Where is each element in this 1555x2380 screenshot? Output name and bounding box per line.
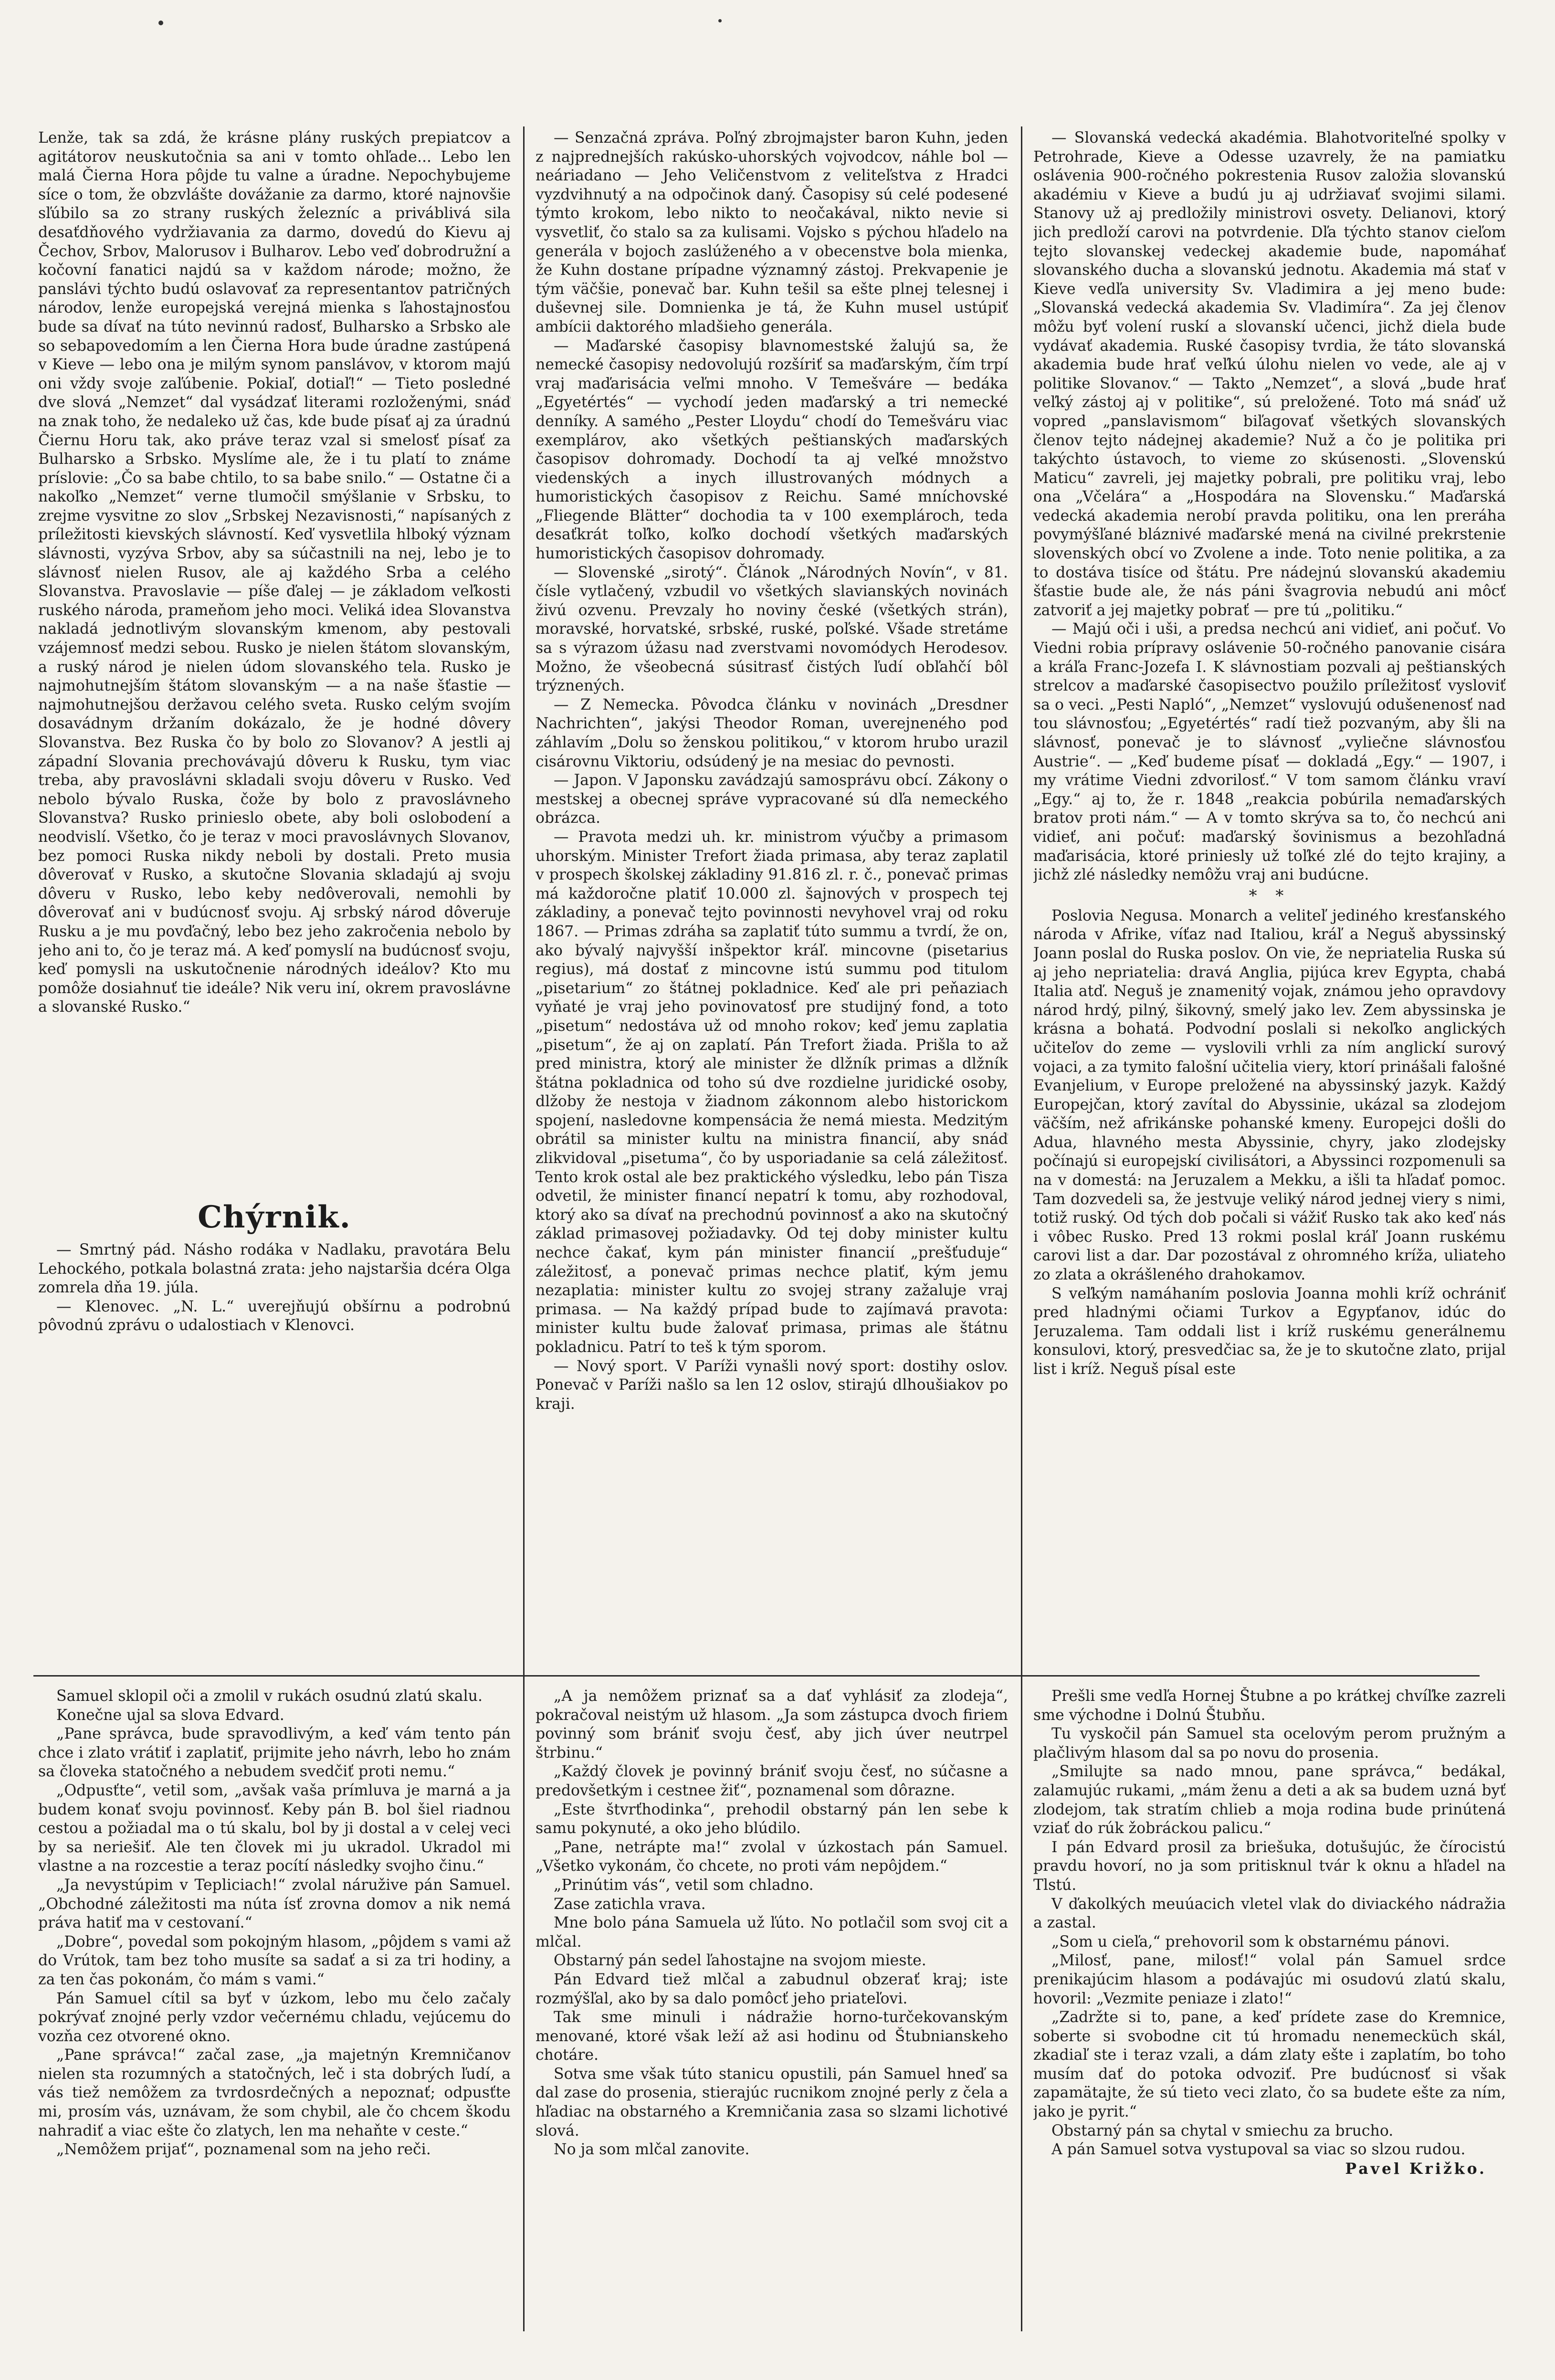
story-column-left xyxy=(38,1687,511,2327)
news-item: — Japon. V Japonsku zavádzajú samosprávu obcí. Zákony o mestskej a obecnej správe vypracované sú dľa nemeckého obrázca. xyxy=(536,772,1008,827)
section-divider-stars: * * xyxy=(1249,886,1291,905)
news-item: — Maďarské časopisy blavnomestské žalujú sa, že nemecké časopisy nedovolujú rozšíriť sa maďarským, čím trpí vraj maďarisácia veľmi mnoho. V Temešváre — bedáka „Egyetértés“ — vychodí jeden maďarský a tri nemecké denníky. A samého „Pester Lloydu“ chodí do Temešváru viac exemplárov, ako všetkých peštianských maďarských časopisov dohromady. Dochodí ta aj veľké množstvo viedenských a inych illustrovaných módnych a humoristických časopisov z Reichu. Samé mníchovské „Fliegende Blätter“ dochodia ta v 100 exemplároch, teda desaťkrát toľko, koľko dochodí všetkých maďarských humoristických časopisov dohromady. xyxy=(536,337,1008,563)
story-paragraph: „Dobre“, povedal som pokojným hlasom, „pôjdem s vami až do Vrútok, tam bez toho musíte sa sadať a si za tri hodiny, a za ten čas pokonám, čo mám s vami.“ xyxy=(38,1933,511,1988)
column-rule xyxy=(1021,126,1022,1701)
story-paragraph: „Každý človek je povinný brániť svoju česť, no súčasne a predovšetkým i cestnee žiť“, poznamenal som dôrazne. xyxy=(536,1763,1008,1799)
story-paragraph: A pán Samuel sotva vystupoval sa viac so slzou rudou. xyxy=(1051,2141,1466,2159)
story-paragraph: No ja som mlčal zanovite. xyxy=(554,2141,750,2159)
section-heading-chyrnik: Chýrnik. xyxy=(198,1199,351,1235)
story-paragraph: „Pane správca, bude spravodlivým, a keď vám tento pán chce i zlato vrátiť i zaplatiť, prijmite jeho návrh, lebo ho znám sa človeka statočného a nebudem svedčiť proti nemu.“ xyxy=(38,1725,511,1781)
story-paragraph: „Prinútim vás“, vetil som chladno. xyxy=(554,1876,814,1894)
story-paragraph: V ďakolkých meuúacich vletel vlak do diviackého nádražia a zastal. xyxy=(1033,1895,1506,1932)
article-poslovia: S veľkým namáhaním poslovia Joanna mohli kríž ochrániť pred hladnými očiami Turkov a Egypťanov, idúc do Jeruzalema. Tam oddali list i kríž ruskému generálnemu konsulovi, ktorý, presvedčiac sa, že je to skutočne zlato, prijal list i kríž. Neguš písal este xyxy=(1033,1285,1506,1378)
column-right xyxy=(1033,129,1506,1666)
news-item: — Nový sport. V Paríži vynašli nový sport: dostihy oslov. Ponevač v Paríži našlo sa len 12 oslov, stirajú dlhoušiakov po kraji. xyxy=(536,1357,1008,1413)
author-signature: Pavel Križko. xyxy=(1345,2160,1487,2178)
story-paragraph: „Zadržte si to, pane, a keď prídete zase do Kremnice, soberte si svobodne cit tú hromadu nenemecküch skál, zkadiaľ ste i teraz vzali, a dám zlaty ešte i zaplatím, bo toho musím dať do potoka odvoziť. Pre budúcnosť si však zapamätajte, že sú tieto veci zlato, čo sa budete ešte za ním, jako je pyrit.“ xyxy=(1033,2009,1506,2121)
story-paragraph: Mne bolo pána Samuela už ľúto. No potlačil som svoj cit a mlčal. xyxy=(536,1914,1008,1950)
news-item: — Smrtný pád. Násho rodáka v Nadlaku, pravotára Belu Lehockého, potkala bolastná zrata: jeho najstaršia dcéra Olga zomrela dňa 19. júla. xyxy=(38,1241,511,1297)
column-rule xyxy=(523,1682,525,2331)
story-column-right xyxy=(1033,1687,1506,2327)
story-paragraph: „Pane správca!“ začal zase, „ja majetnýn Kremničanov nielen sta rozumných a statočných, leč i sta dobrých ľudí, a vás tiež nemôžem za tvrdosrdečných a nepoznať; odpusťte mi, prosím vás, uznávam, že som chybil, ale čo chcem škodu nahradiť a viac ešte čo zlatych, len ma nehaňte v ceste.“ xyxy=(38,2046,511,2139)
news-item: — Majú oči i uši, a predsa nechcú ani vidieť, ani počuť. Vo Viedni robia prípravy oslávenie 50-ročného panovanie cisára a kráľa Franc-Jozefa I. K slávnostiam pozvali aj peštianských strelcov a maďarské časopisectvo použilo príležitosť vysloviť sa o veci. „Pesti Napló“, „Nemzet“ vyslovujú odušenenosť nad tou slávnosťou; „Egyetértés“ radí tiež pozvaným, aby šli na slávnosť, ponevač je to slávnosť „vyliečne slávnosťou Austrie“. — „Keď budeme písať — dokladá „Egy.“ — 1907, i my vrátime Viedni zdvorilosť.“ V tom samom článku vraví „Egy.“ aj to, že r. 1848 „reakcia pobúrila nemaďarských bratov proti nám.“ — A v tomto skrýva sa to, čo nechcú ani vidieť, ani počuť: maďarský šovinismus a bezohľadná maďarisácia, ktoré priniesly už toľké zlé do tejto krajiny, a jichž zlé následky nemôžu vraj ani budúcne. xyxy=(1033,620,1506,884)
story-paragraph: Pán Edvard tiež mlčal a zabudnul obzerať kraj; iste rozmýšľal, ako by sa dalo pomôcť jeho priateľovi. xyxy=(536,1971,1008,2007)
section-rule xyxy=(33,1675,1480,1677)
story-paragraph: Zase zatichla vrava. xyxy=(554,1895,706,1913)
story-paragraph: Obstarný pán sa chytal v smiechu za brucho. xyxy=(1051,2122,1394,2139)
story-paragraph: „A ja nemôžem priznať sa a dať vyhlásiť za zlodeja“, pokračoval neistým už hlasom. „Ja som zástupca dvoch firiem povinný som brániť svoju česť, aby jich úver neutrpel štrbinu.“ xyxy=(536,1688,1008,1761)
story-paragraph: Tu vyskočil pán Samuel sta ocelovým perom pružným a plačlivým hlasom dal sa po novu do prosenia. xyxy=(1033,1725,1506,1761)
story-paragraph: Sotva sme však túto stanicu opustili, pán Samuel hneď sa dal zase do prosenia, stierajúc rucnikom znojné perly z čela a hľadiac na obstarného a Kremničania zasa so slzami lichotivé slová. xyxy=(536,2065,1008,2139)
news-item: — Senzačná zpráva. Poľný zbrojmajster baron Kuhn, jeden z najprednejších rakúsko-uhorských vojvodcov, náhle bol — neáriadano — Jeho Veličenstvom z veliteľstva z Hradci vyzdvihnutý a na odpočinok daný. Časopisy sú celé podesené týmto krokom, lebo nikto to neočakával, nikto nevie si vysvetliť, čo stalo sa za kulisami. Vojsko s pýchou hľadelo na generála v bojoch zaslúženého a v obecenstve bola mienka, že Kuhn dostane prípadne významný zástoj. Prekvapenie je tým väčšie, ponevač bar. Kuhn tešil sa ešte plnej telesnej i duševnej sile. Domnienka je tá, že Kuhn musel ustúpiť ambícii daktorého mladšieho generála. xyxy=(536,129,1008,336)
story-paragraph: Pán Samuel cítil sa byť v úzkom, lebo mu čelo začaly pokrývať znojné perly vzdor večernému chladu, vejúcemu do vozňa cez otvorené okno. xyxy=(38,1990,511,2045)
story-paragraph: „Som u cieľa,“ prehovoril som k obstarnému pánovi. xyxy=(1051,1933,1450,1950)
news-item: — Z Nemecka. Pôvodca článku v novinách „Dresdner Nachrichten“, jakýsi Theodor Roman, uverejneného pod záhlavím „Dolu so ženskou politikou,“ v ktorom hrubo urazil cisárovnu Viktoriu, odsúdený je na mesiac do pevnosti. xyxy=(536,696,1008,770)
column-rule xyxy=(1021,1682,1022,2331)
story-paragraph: Prešli sme vedľa Hornej Štubne a po krátkej chvíľke zazreli sme východne i Dolnú Štubňu. xyxy=(1033,1688,1506,1724)
story-paragraph: „Este štvrťhodinka“, prehodil obstarný pán len sebe k samu pokynuté, a oko jeho blúdilo. xyxy=(536,1801,1008,1837)
news-item: — Slovanská vedecká akadémia. Blahotvoriteľné spolky v Petrohrade, Kieve a Odesse uzavrely, že na pamiatku oslávenia 900-ročného pokrestenia Rusov založia slovanskú akadémiu v Kieve a budú ju aj udržiavať svojimi silami. Stanovy už aj predložily ministrovi osvety. Delianovi, ktorý jich predloží carovi na potvrdenie. Dľa týchto stanov cieľom tejto slovanskej vedeckej akademie bude, napomáhať slovanského ducha a slovanskú jednotu. Akademia má stať v Kieve vedľa university Sv. Vladimira a jej meno bude: „Slovanská vedecká akademia Sv. Vladimíra“. Za jej členov môžu byť volení ruskí a slovanskí učenci, jichž diela bude vydávať akademia. Ruské časopisy tvrdia, že táto slovanská akademia bude hrať veľkú úlohu nielen vo vede, ale aj v politike Slovanov.“ — Takto „Nemzet“, a slová „bude hrať veľký zástoj aj v politike“, sú preložené. Toto má snáď už vopred „panslavismom“ biľagovať všetkých slovanských členov tejto nádejnej akademie? Nuž a čo je politika pri takýchto ústavoch, to vieme zo skúsenosti. „Slovenskú Maticu“ zavreli, jej majetky pobrali, pre politiku vraj, lebo ona „Včelára“ a „Hospodára na Slovensku.“ Maďarská vedecká akademia nerobí pravda politiku, ona len preráha povymýšľané bláznivé maďarské mená na civilné prekrstenie slovenských obcí vo Zvolene a inde. Toto nenie politika, a za to dostáva tisíce od štátu. Pre nádejnú slovanskú akademiu šťastie bude ale, že nás páni švagrovia nebudú ani môcť zatvoriť a jej majetky pobrať — pre tú „politiku.“ xyxy=(1033,129,1506,619)
story-paragraph: Samuel sklopil oči a zmolil v rukách osudnú zlatú skalu. xyxy=(56,1688,483,1705)
news-item: — Klenovec. „N. L.“ uverejňujú obšírnu a podrobnú pôvodnú zprávu o udalostiach v Klenovci. xyxy=(38,1298,511,1334)
story-paragraph: „Smilujte sa nado mnou, pane správca,“ bedákal, zalamujúc rukami, „mám ženu a deti a ak sa budem uzná byť zlodejom, tak stratím chlieb a moja rodina bude prinútená vziať do rúk žobráckou palicu.“ xyxy=(1033,1763,1506,1837)
story-paragraph: Tak sme minuli i nádražie horno-turčekovanským menované, ktoré však leží až asi hodinu od Štubnianskeho chotáre. xyxy=(536,2009,1008,2064)
story-paragraph: Konečne ujal sa slova Edvard. xyxy=(56,1706,284,1724)
scan-mark xyxy=(158,21,163,25)
article-text: Lenže, tak sa zdá, že krásne plány ruských prepiatcov a agitátorov neuskutočnia sa ani v tomto ohľade... Lebo len malá Čierna Hora pôjde tu valne a úradne. Nepochybujeme síce o tom, že obzvlášte dovážanie za darmo, ktoré najnovšie sľúbilo sa zo strany ruských železníc a priváblivá sila desaťdňového vydržiavania za darmo, dovedú do Kievu aj Čechov, Srbov, Malorusov i Bulharov. Lebo veď dobrodružní a kočovní fanatici najdú sa v každom národe; možno, že panslávi týchto budú oslavovať za representantov patričných národov, lenže europejská verejná mienka s ľahostajnosťou bude sa dívať na túto nevinnú radosť, Bulharsko a Srbsko ale so sebapovedomím a len Čierna Hora bude úradne zastúpená v Kieve — lebo ona je milým synom panslávov, v ktorom majú oni vždy svoje zaľúbenie. Pokiaľ, dotiaľ!“ — Tieto posledné dve slová „Nemzet“ dal vysádzať literami rozloženými, snáď na znak toho, že nedaleko už čas, kde bude písať aj za úradnú Čiernu Horu tak, ako práve teraz vzal si smelosť písať za Bulharsko a Srbsko. Myslíme ale, že i tu platí to známe príslovie: „Čo sa babe chtilo, to sa babe snilo.“ — Ostatne či a nakoľko „Nemzet“ verne tlumočil smýšlanie v Srbsku, to zrejme vysvitne zo slov „Srbskej Nezavisnosti,“ napísaných z príležitosti kievských slávností. Keď vysvetlila hlboký význam slávnosti, vyzýva Srbov, aby sa súčastnili na nej, lebo je to slávnosť nielen Rusov, ale aj každého Srba a celého Slovanstva. Pravoslavie — píše ďalej — je základom veľkosti ruského národa, prameňom jeho moci. Veliká idea Slovanstva nakladá jednotlivým slovanským kmenom, aby pestovali vzájemnosť medzi sebou. Rusko je nielen štátom slovanským, a ruský národ je nielen údom slovanského tela. Rusko je najmohutnejším štátom slovanským — a na naše šťastie — najmohutnejšou deržavou celého sveta. Rusko celým svojím dosavádnym držaním dokázalo, že je hodné dôvery Slovanstva. Bez Ruska čo by bolo zo Slovanov? A jestli aj západní Slovania prechovávajú dôveru k Rusku, tym viac treba, aby pravoslávni skladali svoju dôveru v Rusko. Veď nebolo bývalo Ruska, čože by bolo z pravoslávneho Slovanstva? Rusko prinieslo obete, aby boli oslobodení a neodvislí. Všetko, čo je teraz v moci pravoslávnych Slovanov, bez pomoci Ruska nikdy neboli by dostali. Preto musia dôverovať v Rusko, a skutočne Slovania skladajú aj svoju dôveru v Rusko, lebo keby nedôverovali, nemohli by dôverovať ani v budúcnosť svoju. Aj srbský národ dôveruje Rusku a je mu povďačný, lebo bez jeho zakročenia nebolo by jeho ani to, čo je teraz má. A keď pomyslí na budúcnosť svoju, keď pomysli na uskutočnenie národných ideálov? Kto mu pomôže dosiahnuť tie ideále? Nik veru iní, okrem pravoslávne a slovanské Rusko.“ xyxy=(38,129,511,1016)
column-left xyxy=(38,129,511,1136)
story-paragraph: „Nemôžem prijať“, poznamenal som na jeho reči. xyxy=(56,2141,431,2159)
article-poslovia: Poslovia Negusa. Monarch a veliteľ jediného kresťanského národa v Afrike, víťaz nad Italiou, kráľ a Neguš abyssinský Joann poslal do Ruska poslov. On vie, že nepriatelia Ruska sú aj jeho nepriatelia: dravá Anglia, pijúca krev Egypta, chabá Italia atď. Neguš je znamenitý vojak, známou jeho opravdovy národ hrdý, pilný, šikovný, smelý jako lev. Zem abyssinska je krásna a bohatá. Podvodní poslali si nekoľko anglických učiteľov do zeme — vyslovili vrhli za ním anglickí surový vojaci, a za tymito falošní učitelia viery, ktorí prinášali falošné Evanjelium, v Europe preložené na abyssinský jazyk. Každý Europejčan, ktorý zavítal do Abyssinie, ukázal sa zlodejom väčším, než afrikánske pohanské kmeny. Europejci došli do Adua, hlavného mesta Abyssinie, chyry, jako zlodejsky počínajú si europejskí civilisátori, a Abyssinci rozpomenuli sa na v domestá: na Jeruzalem a Mekku, a išli ta hľadať pomoc. Tam dozvedeli sa, že jestvuje veliký národ jednej viery s nimi, totiž ruský. Od tých dob počali si vážiť Rusko tak ako keď nás i vôbec Rusko. Pred 13 rokmi poslal kráľ Joann ruskému carovi list a dar. Dar pozostával z ohromného kríža, uliateho zo zlata a okrášleného drahokamov. xyxy=(1033,907,1506,1284)
story-column-middle xyxy=(536,1687,1008,2327)
story-paragraph: I pán Edvard prosil za briešuka, dotušujúc, že čírocistú pravdu hovorí, no ja som pritisknul tvár k oknu a hľadel na Tlstú. xyxy=(1033,1838,1506,1894)
scan-mark xyxy=(718,19,722,22)
story-paragraph: „Odpusťte“, vetil som, „avšak vaša prímluva je marná a ja budem konať svoju povinnosť. Keby pán B. bol šiel riadnou cestou a požiadal ma o tú skalu, bol by ji dostal a v celej veci by sa neriešiť. Ale ten človek mi ju ukradol. Ukradol mi vlastne a na rozcestie a teraz pocítí následky svojho činu.“ xyxy=(38,1782,511,1875)
column-rule xyxy=(523,126,525,1701)
story-paragraph: „Milosť, pane, milosť!“ volal pán Samuel srdce prenikajúcim hlasom a podávajúc mi osudovú zlatú skalu, hovoril: „Vezmite peniaze i zlato!“ xyxy=(1033,1952,1506,2007)
story-paragraph: „Ja nevystúpim v Tepliciach!“ zvolal náružive pán Samuel. „Obchodné záležitosti ma núta ísť zrovna domov a nik nemá práva hatiť ma v cestovaní.“ xyxy=(38,1876,511,1932)
story-paragraph: „Pane, netrápte ma!“ zvolal v úzkostach pán Samuel. „Všetko vykonám, čo chcete, no proti vám nepôjdem.“ xyxy=(536,1838,1008,1875)
story-paragraph: Obstarný pán sedel ľahostajne na svojom mieste. xyxy=(554,1952,926,1970)
chyrnik-section xyxy=(38,1193,511,1670)
news-item: — Pravota medzi uh. kr. ministrom výučby a primasom uhorským. Minister Trefort žiada primasa, aby teraz zaplatil v prospech školskej základiny 91.816 zl. r. č., ponevač primas má každoročne platiť 10.000 zl. šajnových v prospech tej základiny, a ponevač tejto povinnosti nevyhovel vraj od roku 1867. — Primas zdráha sa zaplatiť túto summu a tvrdí, že on, ako bývalý najvyšší inšpektor kráľ. mincovne (pisetarius regius), má dostať z mincovne istú summu pod titulom „pisetarium“ zo štátnej pokladnice. Keď ale pri peňaziach vyňaté je vraj jeho povinovatosť pre studijný fond, a toto „pisetum“ nedostáva už od mnoho rokov; keď jemu zaplatia „pisetum“, že aj on zaplatí. Pán Trefort žiada. Prišla to až pred ministra, ktorý ale minister že dlžník primas a dlžník štátna pokladnica od toho sú dve rozdielne juridické osoby, dlžoby že nestoja v žiadnom zákonnom alebo historickom spojení, nasledovne kompensácia že nemá miesta. Medzitým obrátil sa minister kultu na ministra financií, aby snáď zlikvidoval „pisetuma“, čo by usporiadanie sa celá záležitosť. Tento krok ostal ale bez praktického výsledku, lebo pán Tisza odvetil, že minister financí nepatrí k tomu, aby rozhodoval, ktorý ako sa dívať na prechodnú povinnosť a ako na skutočný základ primasovej požiadavky. Od tej doby minister kultu nechce čakať, kym pán minister financií „prešťuduje“ záležitosť, a ponevač primas nechce platiť, kým jemu nezaplatia: minister kultu zo svojej strany zažaluje vraj primasa. — Na každý prípad bude to zajímavá pravota: minister kultu bude žalovať primasa, primas ale štátnu pokladnicu. Patrí to teš k tým sporom. xyxy=(536,828,1008,1356)
column-middle xyxy=(536,129,1008,1666)
news-item: — Slovenské „sirotý“. Článok „Národných Novín“, v 81. čísle vytlačený, vzbudil vo všetkých slavianských novinách živú ozvenu. Prevzaly ho noviny české (všetkých strán), moravské, horvatské, srbské, ruské, poľské. Všade stretáme sa s výrazom úžasu nad zverstvami novomódych Herodesov. Možno, že všeobecná súsitrasť čistých ľudí obľahčí bôľ trýznených. xyxy=(536,564,1008,695)
